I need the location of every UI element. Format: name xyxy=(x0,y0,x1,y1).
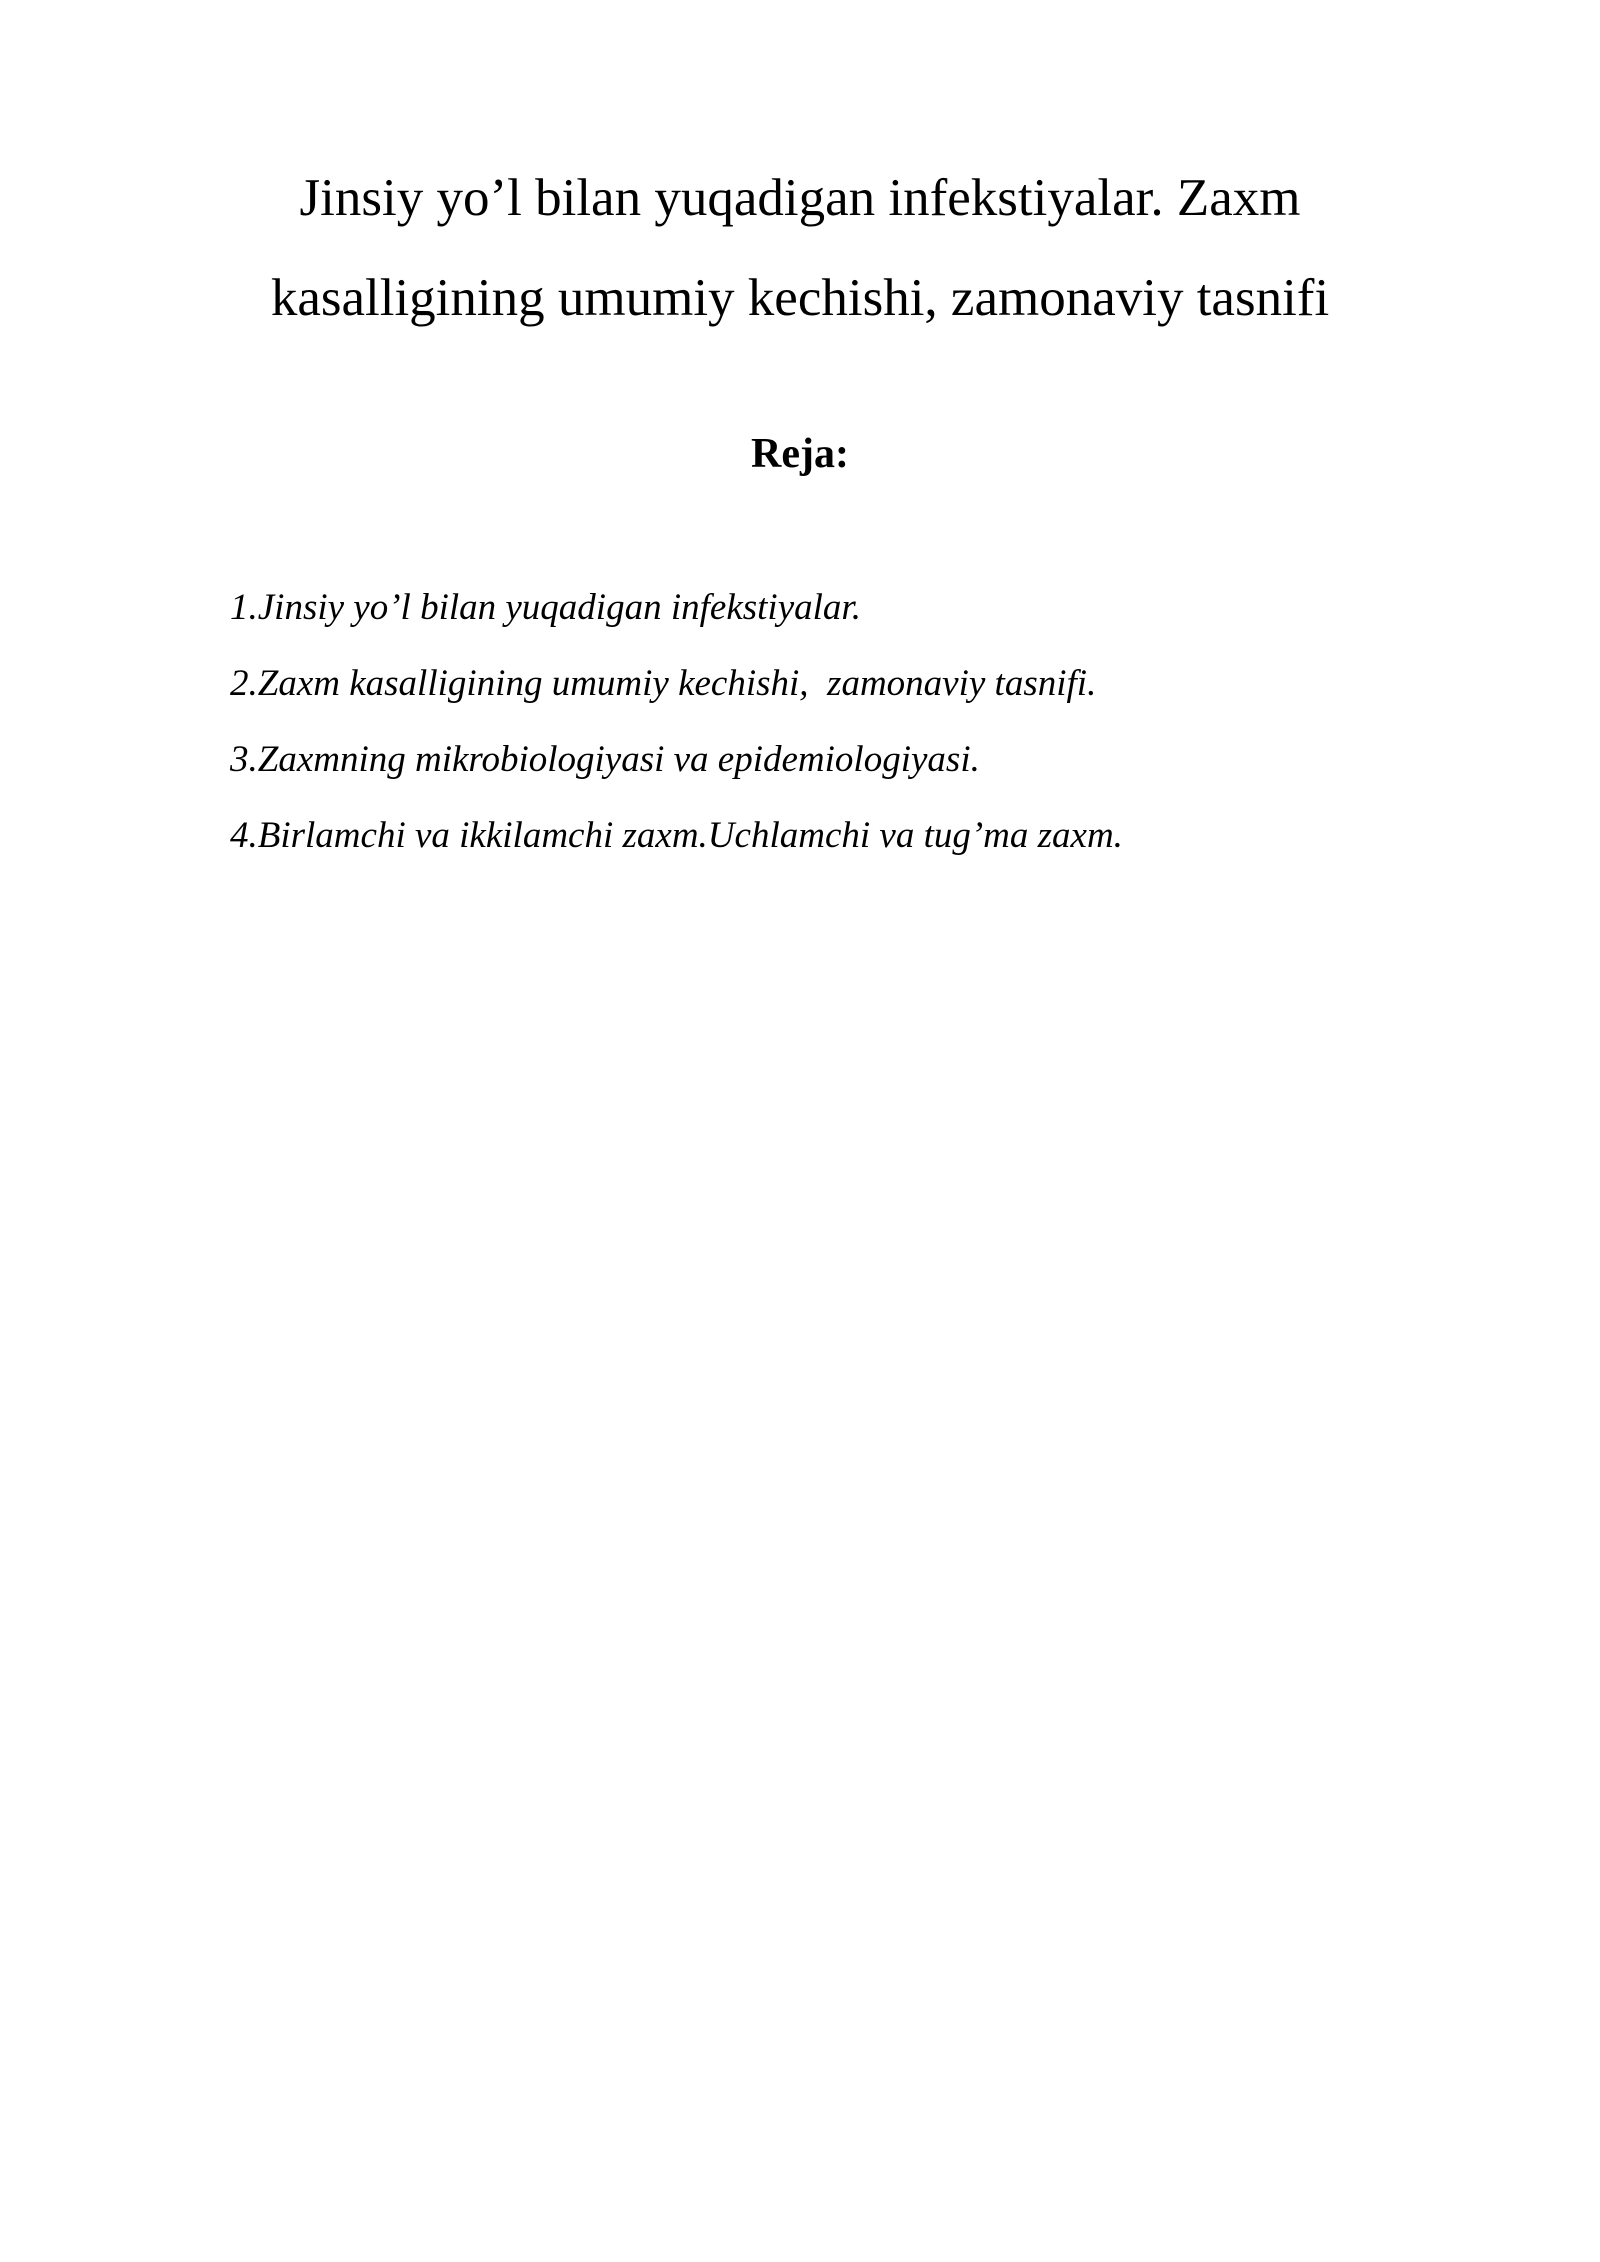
plan-item-2: 2.Zaxm kasalligining umumiy kechishi, zamonaviy tasnifi. xyxy=(230,663,1097,704)
title-line-1: Jinsiy yo’l bilan yuqadigan infekstiyalar. Zaxm xyxy=(299,169,1301,227)
document-title xyxy=(0,148,1600,348)
plan-item-1: 1.Jinsiy yo’l bilan yuqadigan infekstiyalar. xyxy=(230,587,861,628)
plan-list xyxy=(230,570,1123,874)
plan-item-3: 3.Zaxmning mikrobiologiyasi va epidemiologiyasi. xyxy=(230,739,980,780)
plan-item-4: 4.Birlamchi va ikkilamchi zaxm.Uchlamchi va tug’ma zaxm. xyxy=(230,815,1123,856)
plan-heading: Reja: xyxy=(751,431,849,477)
title-line-2: kasalligining umumiy kechishi, zamonaviy tasnifi xyxy=(270,269,1330,327)
